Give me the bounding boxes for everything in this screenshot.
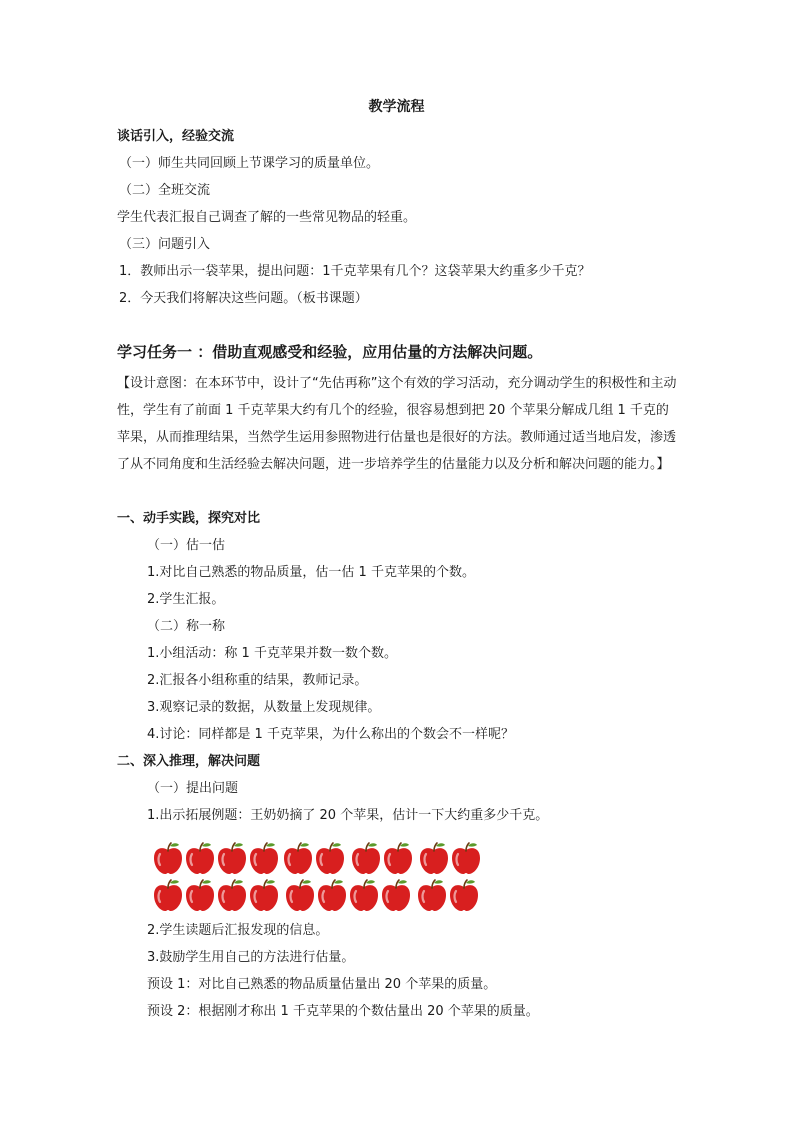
section1-item-8: 4.讨论：同样都是 1 千克苹果，为什么称出的个数会不一样呢？ (147, 727, 514, 742)
section1-item-2: 1.对比自己熟悉的物品质量，估一估 1 千克苹果的个数。 (147, 565, 475, 580)
section2-item-2: 1.出示拓展例题：王奶奶摘了 20 个苹果，估计一下大约重多少千克。 (147, 808, 549, 823)
intro-item-4: （三）问题引入 (119, 237, 211, 252)
apple-icon (216, 878, 248, 912)
apple-icon (448, 878, 480, 912)
apple-icon (348, 878, 380, 912)
apple-icon (316, 878, 348, 912)
apple-icon (314, 841, 346, 875)
apple-icon (284, 878, 316, 912)
section2-item-3: 2.学生读题后汇报发现的信息。 (147, 923, 329, 938)
section1-item-7: 3.观察记录的数据，从数量上发现规律。 (147, 700, 381, 715)
document-title: 教学流程 (368, 99, 425, 115)
apple-icon (152, 841, 184, 875)
section1-item-4: （二）称一称 (147, 619, 226, 634)
intro-heading: 谈话引入，经验交流 (117, 129, 235, 144)
section2-item-1: （一）提出问题 (147, 781, 239, 796)
apple-icon (248, 878, 280, 912)
section1-heading: 一、动手实践，探究对比 (117, 511, 261, 526)
intro-item-6: 2．今天我们将解决这些问题。（板书课题） (119, 291, 368, 306)
section2-heading: 二、深入推理，解决问题 (117, 754, 261, 769)
apple-icon (380, 878, 412, 912)
intro-item-1: （一）师生共同回顾上节课学习的质量单位。 (119, 156, 380, 171)
apple-icon (350, 841, 382, 875)
section1-item-1: （一）估一估 (147, 538, 226, 553)
apple-icon (184, 878, 216, 912)
intro-item-2: （二）全班交流 (119, 183, 211, 198)
apple-icon (282, 841, 314, 875)
apple-icon (382, 841, 414, 875)
apple-icon (216, 841, 248, 875)
section1-item-3: 2.学生汇报。 (147, 592, 225, 607)
apple-icon (418, 841, 450, 875)
apple-icon (248, 841, 280, 875)
section1-item-5: 1.小组活动：称 1 千克苹果并数一数个数。 (147, 646, 397, 661)
section2-item-6: 预设 2：根据刚才称出 1 千克苹果的个数估量出 20 个苹果的质量。 (147, 1004, 539, 1019)
apple-icon (184, 841, 216, 875)
section2-item-4: 3.鼓励学生用自己的方法进行估量。 (147, 950, 355, 965)
intro-item-5: 1．教师出示一袋苹果，提出问题：1千克苹果有几个？这袋苹果大约重多少千克？ (119, 264, 591, 279)
task1-heading: 学习任务一 ：借助直观感受和经验，应用估量的方法解决问题。 (117, 343, 543, 361)
intro-item-3: 学生代表汇报自己调查了解的一些常见物品的轻重。 (117, 210, 417, 225)
apple-icon (152, 878, 184, 912)
section1-item-6: 2.汇报各小组称重的结果，教师记录。 (147, 673, 368, 688)
design-intent-paragraph: 【设计意图：在本环节中，设计了“先估再称”这个有效的学习活动，充分调动学生的积极性和主动性，学生有了前面 1 千克苹果大约有几个的经验，很容易想到把 20 个苹果分解成几组 1 千克的苹果，从而推理结果，当然学生运用参照物进行估量也是很好的方法。教师通过适当地启发，渗透了从不同角度和生活经验去解决问题，进一步培养学生的估量能力以及分析和解决问题的能力。】 (117, 376, 677, 472)
section2-item-5: 预设 1：对比自己熟悉的物品质量估量出 20 个苹果的质量。 (147, 977, 497, 992)
apple-icon (416, 878, 448, 912)
apple-icon (450, 841, 482, 875)
